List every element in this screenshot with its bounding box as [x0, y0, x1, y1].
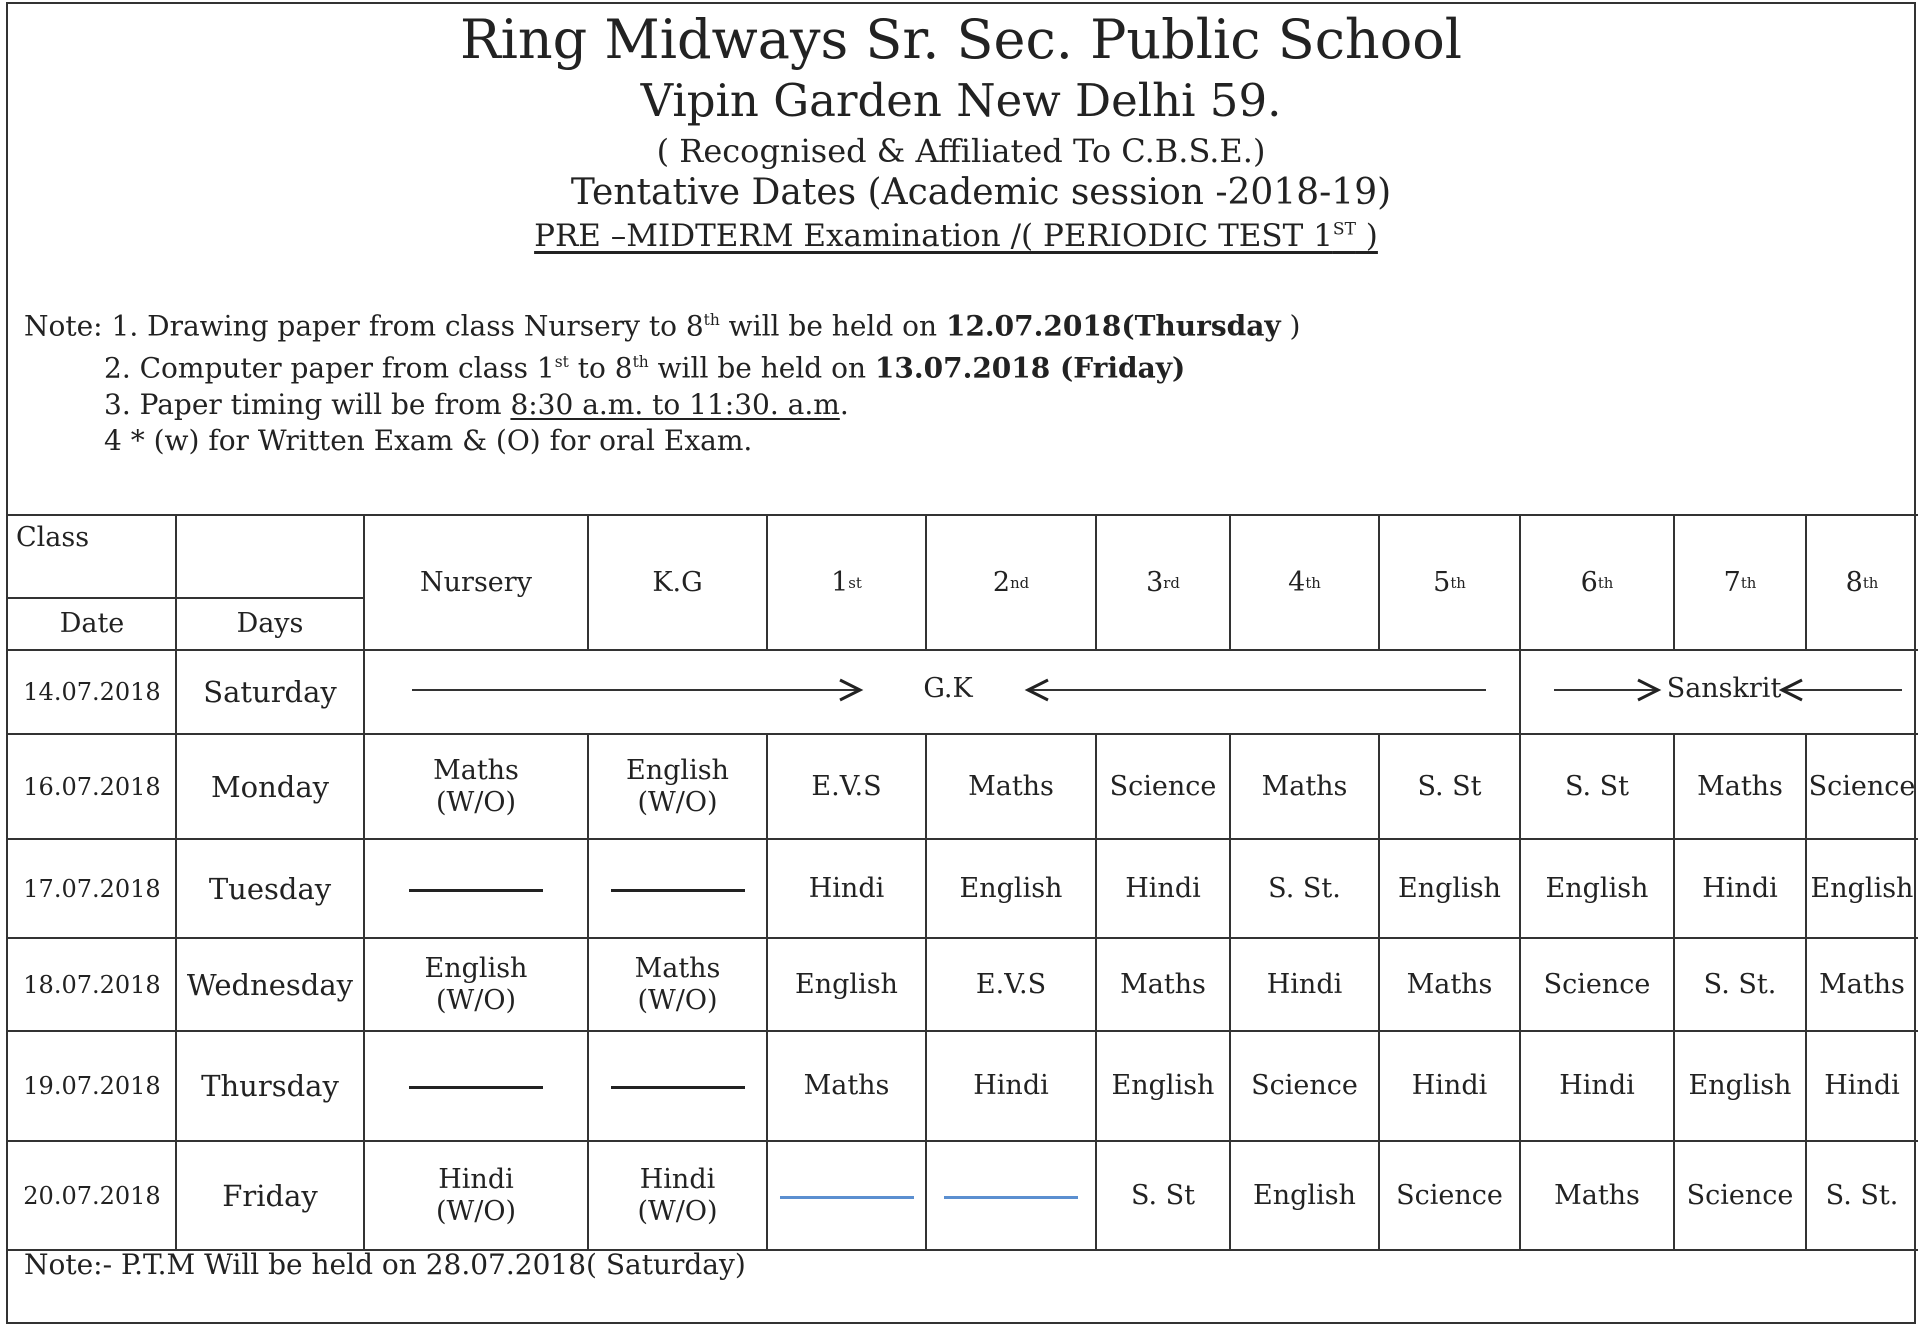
class-header: K.G: [652, 566, 703, 598]
date-cell: 17.07.2018: [23, 874, 161, 903]
subject-cell: Hindi: [1411, 1070, 1488, 1101]
subject-cell: Science: [1543, 968, 1651, 1000]
subject-cell: Maths: [803, 1070, 890, 1101]
class-header: 4 th: [1288, 566, 1321, 598]
class-corner-label: Class: [16, 522, 90, 553]
subject-cell: Maths: [1819, 968, 1905, 1000]
subject-cell: English: [1111, 1070, 1215, 1101]
subject-cell: S. St.: [1703, 968, 1777, 1000]
class-header: 2 nd: [992, 566, 1030, 598]
subject-cell: English: [959, 872, 1063, 904]
class-header: 8 th: [1845, 566, 1879, 598]
note-3: 3. Paper timing will be from 8:30 a.m. to 11:30. a.m.: [104, 387, 849, 421]
exam-title: PRE –MIDTERM Examination /( PERIODIC TEST 1ST ): [534, 218, 1378, 254]
subject-cell: English: [1398, 872, 1501, 904]
class-header: 7 th: [1723, 566, 1757, 598]
day-cell: Friday: [222, 1178, 318, 1213]
no-exam-dash: [409, 889, 543, 892]
class-header: 1 st: [831, 566, 862, 598]
day-cell: Monday: [210, 769, 330, 804]
subject-cell: Science: [1808, 770, 1916, 802]
subject-cell: Science: [1251, 1070, 1358, 1101]
no-exam-dash: [611, 889, 745, 892]
subject-cell: Hindi: [1702, 872, 1778, 904]
date-cell: 16.07.2018: [23, 772, 161, 801]
subject-cell: Hindi: [1824, 1070, 1900, 1101]
subject-cell: E.V.S: [975, 968, 1047, 1000]
subject-cell: S. St.: [1825, 1179, 1899, 1211]
subject-cell: Maths: [1406, 968, 1493, 1000]
subject-cell: Maths: [1261, 770, 1348, 802]
subject-cell: Science: [1109, 770, 1217, 802]
gk-span-label: G.K: [923, 673, 973, 704]
subject-cell: Hindi: [1266, 968, 1343, 1000]
subject-cell: English (W/O): [626, 754, 729, 818]
notes: [24, 302, 1300, 459]
subject-cell: Hindi: [1125, 872, 1201, 904]
subject-cell: English: [1810, 872, 1914, 904]
class-header: 6 th: [1580, 566, 1614, 598]
subject-cell: Maths (W/O): [634, 952, 721, 1016]
date-cell: 18.07.2018: [23, 970, 161, 999]
note-1: Note: 1. Drawing paper from class Nursery to 8th will be held on 12.07.2018(Thursday ): [24, 309, 1301, 343]
subject-cell: S. St: [1417, 770, 1482, 802]
note-4: 4 * (w) for Written Exam & (O) for oral Exam.: [104, 423, 753, 457]
class-header: 3 rd: [1146, 566, 1180, 598]
subject-cell: Hindi (W/O): [435, 1163, 517, 1227]
ptm-note: Note:- P.T.M Will be held on 28.07.2018( Saturday): [24, 1248, 746, 1281]
subject-cell: English: [1688, 1070, 1792, 1101]
subject-cell: Maths: [968, 770, 1054, 802]
datesheet: [6, 2, 1916, 1324]
subject-cell: English: [1253, 1179, 1356, 1211]
subject-cell: Science: [1396, 1179, 1503, 1211]
session-title: Tentative Dates (Academic session -2018-19): [570, 172, 1392, 213]
subject-cell: Hindi: [1559, 1070, 1635, 1101]
school-name: Ring Midways Sr. Sec. Public School: [459, 8, 1463, 71]
affiliation: ( Recognised & Affiliated To C.B.S.E.): [656, 132, 1266, 170]
subject-cell: E.V.S: [811, 770, 882, 802]
days-column-header: Days: [236, 608, 304, 639]
subject-cell: Maths: [1554, 1179, 1640, 1211]
class-header: 5 th: [1433, 566, 1466, 598]
subject-cell: Maths (W/O): [433, 754, 519, 818]
subject-cell: S. St: [1564, 770, 1630, 802]
day-cell: Tuesday: [208, 871, 332, 906]
subject-cell: Maths: [1697, 770, 1783, 802]
date-cell: 14.07.2018: [23, 678, 161, 706]
school-address: Vipin Garden New Delhi 59.: [640, 74, 1282, 127]
subject-cell: English: [795, 968, 898, 1000]
subject-cell: Hindi: [808, 872, 885, 904]
no-exam-dash: [409, 1086, 543, 1089]
subject-cell: S. St.: [1268, 872, 1341, 904]
subject-cell: Science: [1686, 1179, 1794, 1211]
no-exam-dash: [944, 1196, 1078, 1199]
subject-cell: Hindi (W/O): [637, 1163, 718, 1227]
day-cell: Wednesday: [186, 967, 354, 1002]
day-cell: Saturday: [203, 675, 337, 709]
day-cell: Thursday: [201, 1069, 339, 1103]
subject-cell: English (W/O): [424, 952, 528, 1016]
no-exam-dash: [611, 1086, 745, 1089]
date-cell: 19.07.2018: [23, 1072, 161, 1100]
subject-cell: S. St: [1130, 1179, 1196, 1211]
note-2: 2. Computer paper from class 1st to 8th will be held on 13.07.2018 (Friday): [104, 351, 1186, 385]
subject-cell: English: [1545, 872, 1649, 904]
subject-cell: Maths: [1120, 968, 1206, 1000]
sanskrit-span-label: Sanskrit: [1666, 673, 1782, 704]
class-header: Nursery: [420, 566, 532, 598]
no-exam-dash: [780, 1196, 914, 1199]
date-cell: 20.07.2018: [23, 1181, 161, 1210]
subject-cell: Hindi: [973, 1070, 1049, 1101]
date-column-header: Date: [59, 608, 125, 639]
